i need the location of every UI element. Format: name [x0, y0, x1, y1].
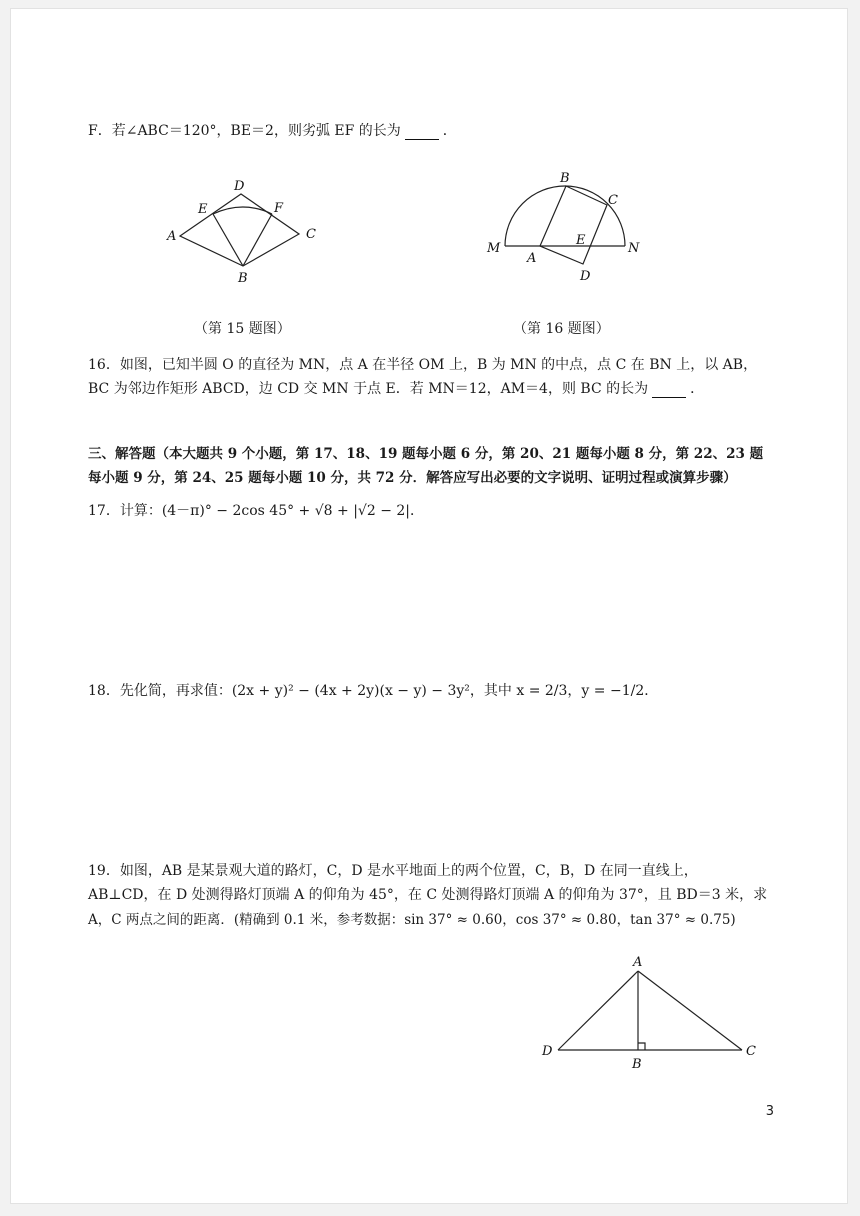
q15-tail: F．若∠ABC＝120°，BE＝2，则劣弧 EF 的长为 ．	[88, 123, 457, 139]
fig19-label-D: D	[542, 1044, 553, 1059]
fig16-label-E: E	[576, 233, 586, 248]
fig15-label-B: B	[238, 271, 248, 286]
question-18: 18．先化简，再求值：(2x + y)² − (4x + 2y)(x − y) − 3y²，其中 x = 2/3，y = −1/2．	[88, 683, 659, 699]
fig16-label-A: A	[527, 251, 537, 266]
q19-line1: 19．如图，AB 是某景观大道的路灯，C，D 是水平地面上的两个位置，C，B，D 在同一直线上，	[88, 863, 698, 879]
q19-line2: AB⊥CD，在 D 处测得路灯顶端 A 的仰角为 45°，在 C 处测得路灯顶端 A 的仰角为 37°，且 BD＝3 米，求	[88, 887, 768, 903]
fig16-label-B: B	[560, 171, 570, 186]
page-number: 3	[765, 1104, 774, 1119]
q16-line2: BC 为邻边作矩形 ABCD，边 CD 交 MN 于点 E．若 MN＝12，AM＝4，则 BC 的长为 ．	[88, 381, 705, 397]
fig15-caption: （第 15 题图）	[194, 321, 291, 337]
section3-header-line2: 每小题 9 分，第 24、25 题每小题 10 分，共 72 分．解答应写出必要的文字说明、证明过程或演算步骤）	[88, 470, 737, 486]
fig15-label-C: C	[306, 227, 316, 242]
fig15-label-F: F	[274, 201, 284, 216]
fig19-label-C: C	[746, 1044, 756, 1059]
fig19-label-A: A	[633, 955, 643, 970]
fig16-label-D: D	[580, 269, 591, 284]
q16-line1: 16．如图，已知半圆 O 的直径为 MN，点 A 在半径 OM 上，B 为 MN 的中点，点 C 在 BN 上，以 AB，	[88, 357, 758, 373]
fig15-label-E: E	[198, 202, 208, 217]
question-17: 17．计算：(4－π)° − 2cos 45° + √8 + |√2 − 2|．	[88, 503, 424, 519]
section3-header-line1: 三、解答题（本大题共 9 个小题，第 17、18、19 题每小题 6 分，第 20、21 题每小题 8 分，第 22、23 题	[88, 446, 764, 462]
fig19-right-angle-mark	[638, 1043, 645, 1050]
fig19-label-B: B	[632, 1057, 642, 1072]
fig19-line-AD	[558, 971, 638, 1050]
fig19-line-AC	[638, 971, 742, 1050]
q19-line3: A，C 两点之间的距离．(精确到 0.1 米，参考数据：sin 37° ≈ 0.60，cos 37° ≈ 0.80，tan 37° ≈ 0.75)	[88, 912, 736, 928]
fig16-label-N: N	[628, 241, 640, 256]
fig16-caption: （第 16 题图）	[513, 321, 610, 337]
fig16-label-C: C	[608, 193, 618, 208]
fig16-label-M: M	[487, 241, 501, 256]
fig15-label-A: A	[167, 229, 177, 244]
fig15-label-D: D	[234, 179, 245, 194]
